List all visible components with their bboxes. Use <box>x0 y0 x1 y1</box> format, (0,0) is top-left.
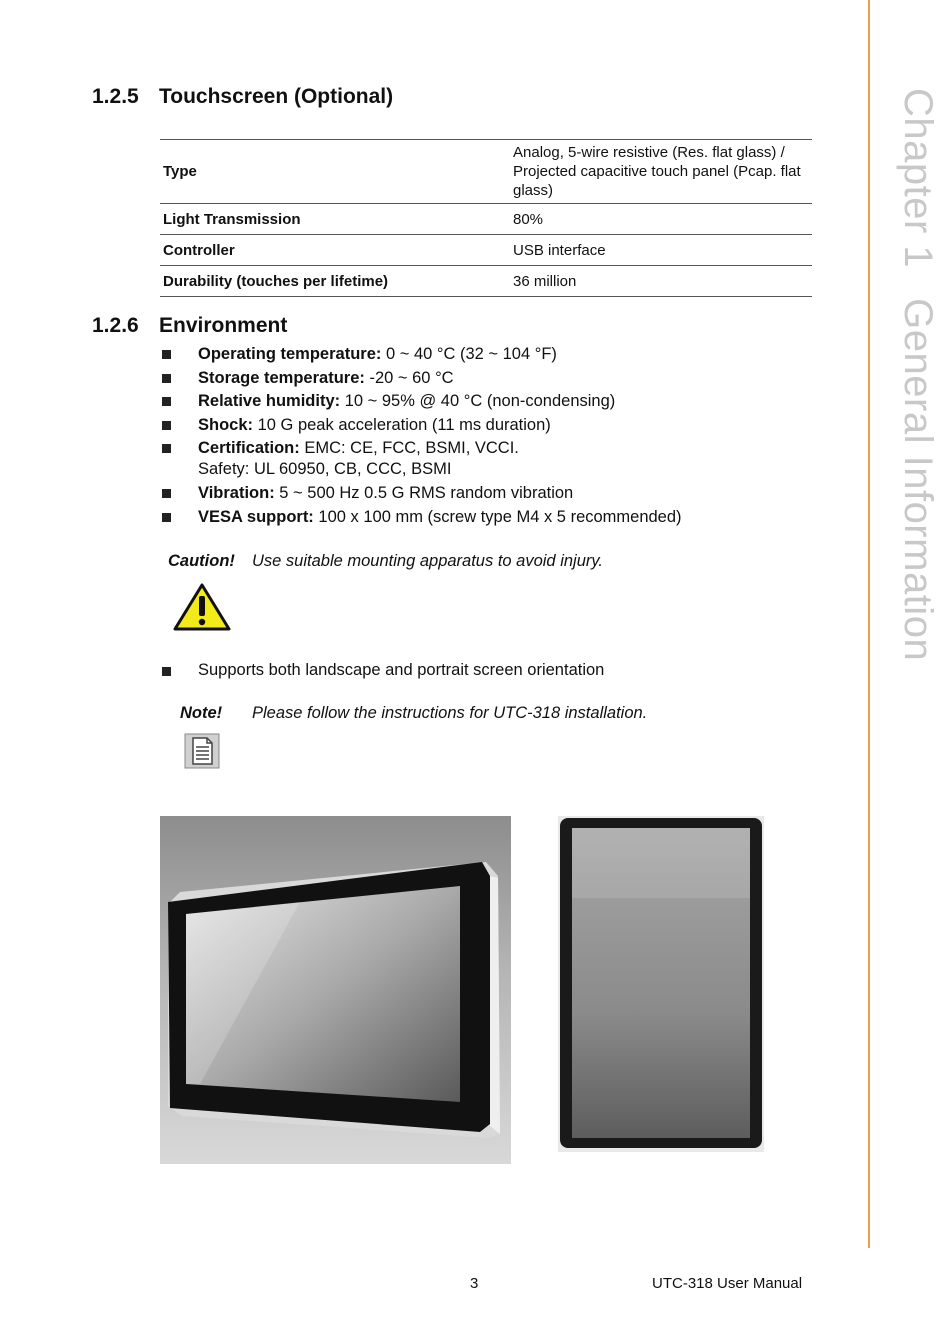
spec-key: Durability (touches per lifetime) <box>160 266 510 297</box>
item-label: VESA support: <box>198 507 314 526</box>
item-label: Operating temperature: <box>198 345 382 363</box>
spec-key: Type <box>160 140 510 204</box>
bullet-square-icon <box>162 513 171 522</box>
warning-triangle-icon <box>172 582 232 632</box>
table-row <box>160 140 812 204</box>
spec-value: USB interface <box>510 235 812 266</box>
spec-value: 80% <box>510 204 812 235</box>
item-text: 100 x 100 mm (screw type M4 x 5 recommended) <box>313 507 682 526</box>
list-item <box>160 507 840 528</box>
note-label: Note! <box>180 704 223 722</box>
section-heading-touchscreen <box>92 85 393 109</box>
bullet-square-icon <box>162 489 171 498</box>
item-label: Certification: <box>198 439 300 458</box>
table-row <box>160 266 812 297</box>
item-label: Vibration: <box>198 483 275 502</box>
section-title: Environment <box>159 314 288 337</box>
touchscreen-spec-table <box>160 139 812 297</box>
section-number: 1.2.6 <box>92 314 139 337</box>
list-item <box>160 368 840 389</box>
list-item <box>160 483 840 504</box>
bullet-square-icon <box>162 667 171 676</box>
landscape-monitor-photo <box>160 816 511 1164</box>
item-text-line2: Safety: UL 60950, CB, CCC, BSMI <box>198 460 452 479</box>
page-number: 3 <box>470 1275 479 1292</box>
note-text: Please follow the instructions for UTC-318 installation. <box>252 704 648 722</box>
bullet-square-icon <box>162 397 171 406</box>
section-heading-environment <box>92 314 287 338</box>
manual-title: UTC-318 User Manual <box>652 1275 803 1292</box>
table-row <box>160 235 812 266</box>
spec-value: Analog, 5-wire resistive (Res. flat glass) / Projected capacitive touch panel (Pcap. flat glass) <box>510 140 812 204</box>
list-item <box>160 391 840 412</box>
bullet-square-icon <box>162 374 171 383</box>
bullet-square-icon <box>162 444 171 453</box>
table-row <box>160 204 812 235</box>
item-label: Shock: <box>198 415 254 434</box>
spec-value: 36 million <box>510 266 812 297</box>
chapter-label: Chapter 1 <box>896 88 940 269</box>
portrait-monitor-photo <box>558 816 764 1152</box>
side-accent-rule <box>868 0 870 1248</box>
item-text: Supports both landscape and portrait screen orientation <box>198 661 605 679</box>
item-text: -20 ~ 60 °C <box>364 368 454 387</box>
caution-text: Use suitable mounting apparatus to avoid injury. <box>252 552 603 570</box>
document-note-icon <box>184 733 220 769</box>
bullet-square-icon <box>162 421 171 430</box>
chapter-title: General Information <box>896 298 940 662</box>
item-text: 10 ~ 95% @ 40 °C (non-condensing) <box>340 392 616 411</box>
list-item <box>160 415 840 436</box>
chapter-side-title <box>888 88 948 662</box>
environment-list <box>160 344 840 530</box>
section-number: 1.2.5 <box>92 85 139 108</box>
spec-key: Light Transmission <box>160 204 510 235</box>
list-item <box>160 344 840 365</box>
caution-label: Caution! <box>168 552 235 570</box>
item-label: Relative humidity: <box>198 392 341 411</box>
item-text: 0 ~ 40 °C (32 ~ 104 °F) <box>381 345 557 363</box>
item-text: 10 G peak acceleration (11 ms duration) <box>253 415 551 434</box>
list-item <box>160 438 840 480</box>
item-text: EMC: CE, FCC, BSMI, VCCI. <box>299 439 519 458</box>
bullet-square-icon <box>162 350 171 359</box>
section-title: Touchscreen (Optional) <box>159 85 394 108</box>
spec-key: Controller <box>160 235 510 266</box>
item-text: 5 ~ 500 Hz 0.5 G RMS random vibration <box>274 483 574 502</box>
list-item <box>160 661 604 680</box>
item-label: Storage temperature: <box>198 368 365 387</box>
